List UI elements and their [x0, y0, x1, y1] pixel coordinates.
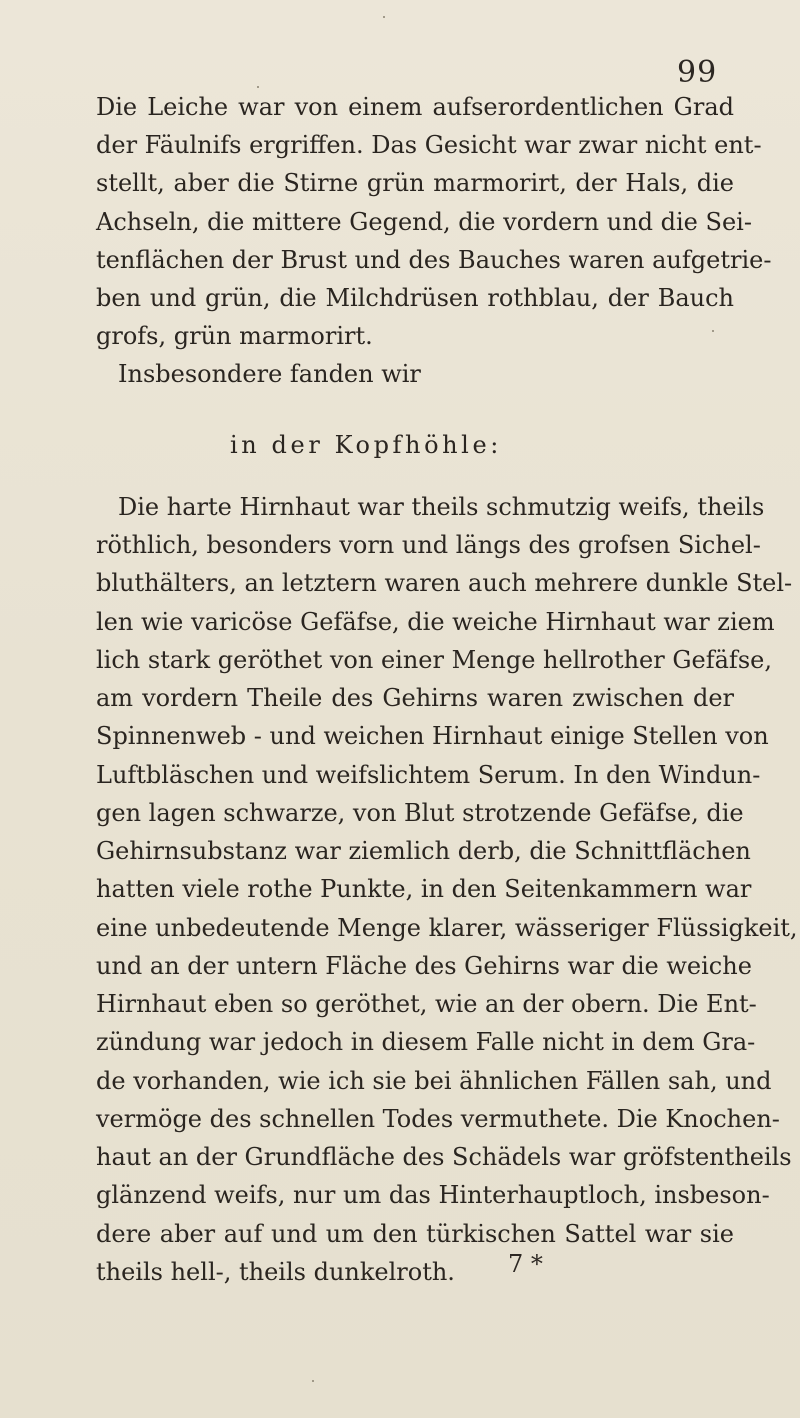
text-line: Insbesondere fanden wir [118, 360, 421, 388]
text-line: Die harte Hirnhaut war theils schmutzig weifs, theils [118, 493, 765, 521]
text-line: eine unbedeutende Menge klarer, wässeriger Flüssigkeit, [96, 914, 798, 942]
text-line: grofs, grün marmorirt. [96, 322, 373, 350]
text-line: glänzend weifs, nur um das Hinterhauptloch, insbeson- [96, 1181, 770, 1209]
page-number: 99 [677, 55, 718, 90]
text-line: tenflächen der Brust und des Bauches waren aufgetrie- [96, 246, 772, 274]
text-line: lich stark geröthet von einer Menge hellrother Gefäfse, [96, 646, 772, 674]
text-line: Luftbläschen und weifslichtem Serum. In den Windun- [96, 761, 761, 789]
text-line: röthlich, besonders vorn und längs des grofsen Sichel- [96, 531, 761, 559]
text-line: der Fäulnifs ergriffen. Das Gesicht war zwar nicht ent- [96, 131, 762, 159]
text-line: am vordern Theile des Gehirns waren zwischen der [96, 684, 734, 712]
text-line: len wie varicöse Gefäfse, die weiche Hirnhaut war ziem [96, 608, 775, 636]
text-line: theils hell-, theils dunkelroth. [96, 1258, 455, 1286]
signature-mark: 7 * [508, 1250, 543, 1278]
text-line: vermöge des schnellen Todes vermuthete. Die Knochen- [96, 1105, 780, 1133]
text-line: ben und grün, die Milchdrüsen rothblau, der Bauch [96, 284, 734, 312]
text-line: und an der untern Fläche des Gehirns war die weiche [96, 952, 752, 980]
text-line: Spinnenweb - und weichen Hirnhaut einige Stellen von [96, 722, 769, 750]
text-line: Hirnhaut eben so geröthet, wie an der obern. Die Ent- [96, 990, 757, 1018]
paper-speck [383, 16, 385, 18]
text-line: Gehirnsubstanz war ziemlich derb, die Schnittflächen [96, 837, 751, 865]
text-line: Die Leiche war von einem aufserordentlichen Grad [96, 93, 734, 121]
text-line: dere aber auf und um den türkischen Sattel war sie [96, 1220, 734, 1248]
text-line: hatten viele rothe Punkte, in den Seitenkammern war [96, 875, 752, 903]
text-line: bluthälters, an letztern waren auch mehrere dunkle Stel- [96, 569, 793, 597]
text-line: stellt, aber die Stirne grün marmorirt, der Hals, die [96, 169, 734, 197]
paper-speck [312, 1380, 314, 1382]
paper-speck [257, 86, 259, 88]
paper-speck [712, 330, 714, 332]
section-heading: in der Kopfhöhle: [230, 431, 502, 459]
text-line: de vorhanden, wie ich sie bei ähnlichen Fällen sah, und [96, 1067, 772, 1095]
text-line: gen lagen schwarze, von Blut strotzende Gefäfse, die [96, 799, 744, 827]
text-line: haut an der Grundfläche des Schädels war gröfstentheils [96, 1143, 792, 1171]
text-line: zündung war jedoch in diesem Falle nicht in dem Gra- [96, 1028, 756, 1056]
text-line: Achseln, die mittere Gegend, die vordern und die Sei- [96, 208, 752, 236]
